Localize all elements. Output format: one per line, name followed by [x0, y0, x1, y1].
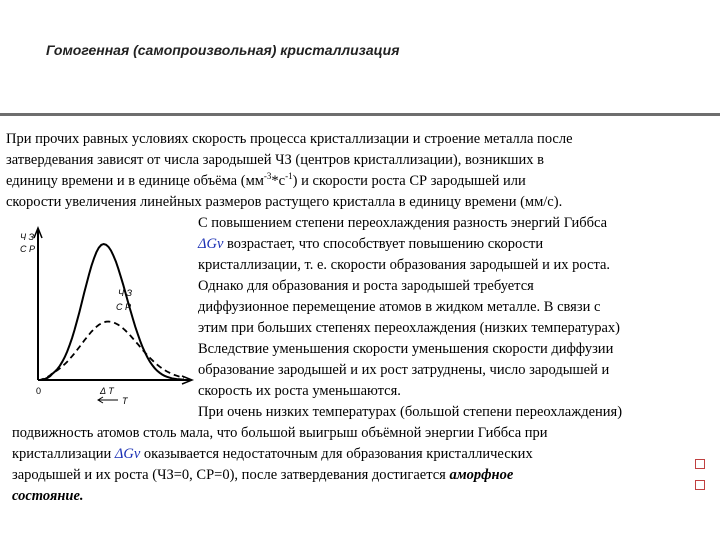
para3-line-3: кристаллизации ΔGv оказывается недостаточным для образования кристаллических	[12, 446, 533, 462]
y-axis-label-bottom: С Р	[20, 244, 36, 254]
para2-line-8: образование зародышей и их рост затруднены, число зародышей и	[198, 362, 610, 378]
para2-line-9: скорость их роста уменьшаются.	[198, 383, 401, 399]
intro-line-1: При прочих равных условиях скорость процесса кристаллизации и строение металла после	[6, 131, 573, 147]
para2-line-6: этим при больших степенях переохлаждения (низких температурах)	[198, 320, 621, 336]
intro-line-2: затвердевания зависят от числа зародышей ЧЗ (центров кристаллизации), возникших в	[6, 152, 544, 168]
title-divider	[0, 113, 720, 116]
series-sr-curve	[38, 322, 184, 381]
para3-line-2: подвижность атомов столь мала, что большой выигрыш объёмной энергии Гиббса при	[12, 425, 548, 441]
curve-sr-label: С Р	[116, 302, 132, 312]
origin-label: 0	[36, 386, 42, 396]
para2-line-5: диффузионное перемещение атомов в жидком металле. В связи с	[198, 299, 601, 315]
series-chz-curve	[38, 244, 184, 380]
temperature-label: T	[122, 396, 128, 406]
para2-line-1: С повышением степени переохлаждения разность энергий Гиббса	[198, 215, 608, 231]
amorphous-term: аморфное	[449, 467, 514, 483]
curve-chz-label: Ч З	[118, 288, 133, 298]
intro-line-4: скорости увеличения линейных размеров растущего кристалла в единицу времени (мм/с).	[6, 194, 563, 210]
delta-gv-symbol: ΔGv	[198, 236, 224, 252]
y-axis-label-top: Ч З	[20, 232, 35, 242]
crystallization-graph	[8, 222, 198, 412]
para2-line-4: Однако для образования и роста зародышей требуется	[198, 278, 534, 294]
para2-line-7: Вследствие уменьшения скорости уменьшения скорости диффузии	[198, 341, 614, 357]
delta-gv-symbol: ΔGv	[114, 446, 141, 462]
page-title: Гомогенная (самопроизвольная) кристаллизация	[46, 42, 400, 58]
para2-line-2: ΔGv возрастает, что способствует повышению скорости	[198, 236, 544, 252]
para3-line-1: При очень низких температурах (большой степени переохлаждения)	[198, 404, 623, 420]
para3-line-4: зародышей и их роста (ЧЗ=0, СР=0), после затвердевания достигается аморфное	[12, 467, 514, 483]
bullet-marker	[695, 480, 705, 490]
undercooling-label: Δ T	[100, 386, 114, 396]
intro-line-3: единицу времени и в единице объёма $(мм^{-3}*с^{-1})$ и скорости роста СР зародышей или	[6, 171, 526, 189]
bullet-marker	[695, 459, 705, 469]
para3-line-5: состояние.	[12, 488, 84, 504]
para2-line-3: кристаллизации, т. е. скорости образования зародышей и их роста.	[198, 257, 611, 273]
